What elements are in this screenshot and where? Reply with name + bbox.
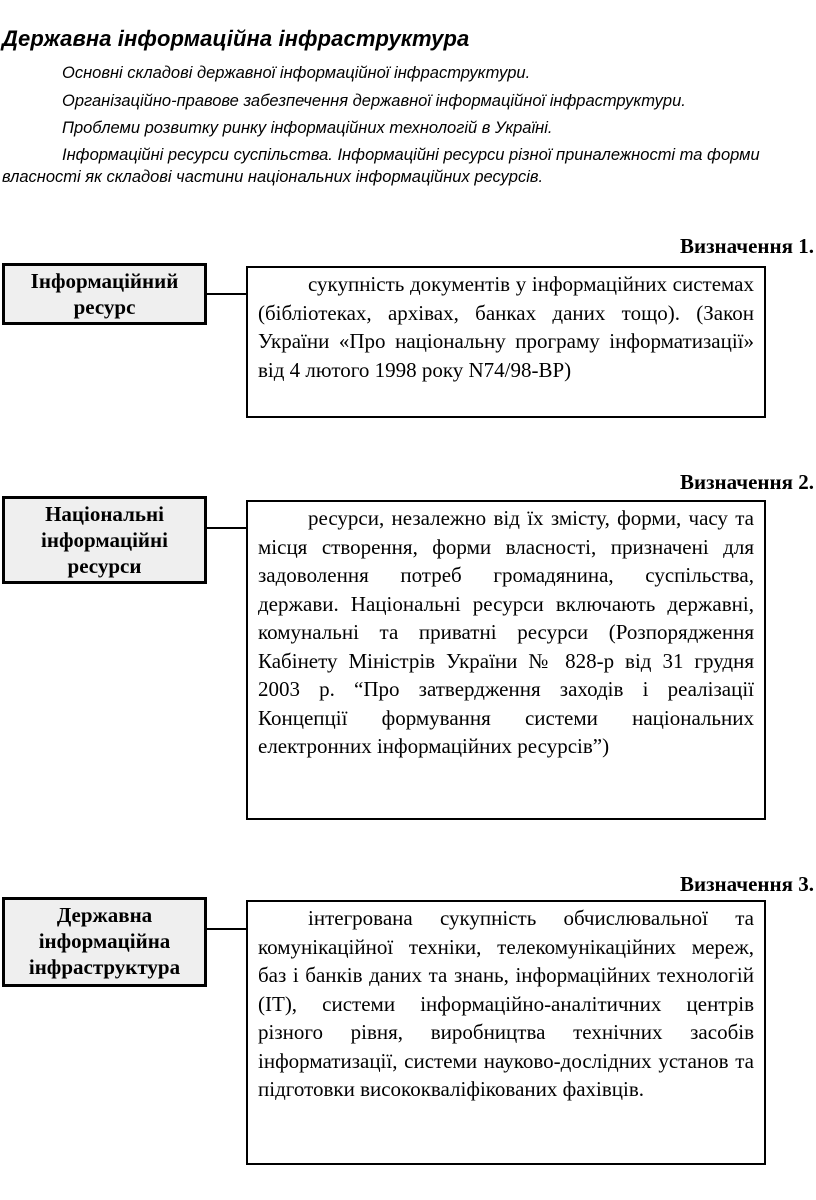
- topic-item-2: Організаційно-правове забезпечення державної інформаційної інфраструктури.: [62, 92, 686, 110]
- definition-text-box-3: [246, 900, 766, 1165]
- definition-term-2: [2, 496, 207, 584]
- topic-item-4: Інформаційні ресурси суспільства. Інформаційні ресурси різної приналежності та форми власності як складові частини національних інформаційних ресурсів.: [2, 146, 760, 186]
- topic-item-1: Основні складові державної інформаційної інфраструктури.: [62, 64, 531, 82]
- definition-term-1-text: Інформаційний ресурс: [30, 269, 179, 319]
- definition-text-box-2: [246, 500, 766, 820]
- connector-line-2: [207, 527, 247, 529]
- definition-term-1: [2, 263, 207, 325]
- page-title: Державна інформаційна інфраструктура: [2, 26, 470, 51]
- connector-line-1: [207, 293, 247, 295]
- topic-item-3: Проблеми розвитку ринку інформаційних технологій в Україні.: [62, 119, 553, 137]
- definition-text-3: інтегрована сукупність обчислювальної та комунікаційної техніки, телекомунікаційних мереж, баз і банків даних та знань, інформаційних технологій (ІТ), системи інформаційно-аналітичних центрів різного рівня, виробництва технічних засобів інформатизації, системи науково-дослідних установ та підготовки висококваліфікованих фахівців.: [258, 906, 754, 1101]
- definition-text-box-1: [246, 266, 766, 418]
- definition-label-1: Визначення 1.: [679, 234, 814, 258]
- definition-label-2: Визначення 2.: [679, 470, 814, 494]
- definition-text-2: ресурси, незалежно від їх змісту, форми, часу та місця створення, форми власності, призначені для задоволення потреб громадянина, суспільства, держави. Національні ресурси включають державні, комунальні та приватні ресурси (Розпорядження Кабінету Міністрів України № 828-р від 31 грудня 2003 р. “Про затвердження заходів і реалізації Концепції формування системи національних електронних інформаційних ресурсів”): [258, 506, 754, 758]
- definition-text-1: сукупність документів у інформаційних системах (бібліотеках, архівах, банках даних тощо). (Закон України «Про національну програму інформатизації» від 4 лютого 1998 року N74/98-ВР): [258, 272, 754, 382]
- definition-label-3: Визначення 3.: [679, 872, 814, 896]
- definition-term-3-text: Державна інформаційна інфраструктура: [28, 903, 181, 979]
- definition-term-3: [2, 897, 207, 987]
- definition-term-2-text: Національні інформаційні ресурси: [41, 502, 168, 578]
- connector-line-3: [207, 928, 247, 930]
